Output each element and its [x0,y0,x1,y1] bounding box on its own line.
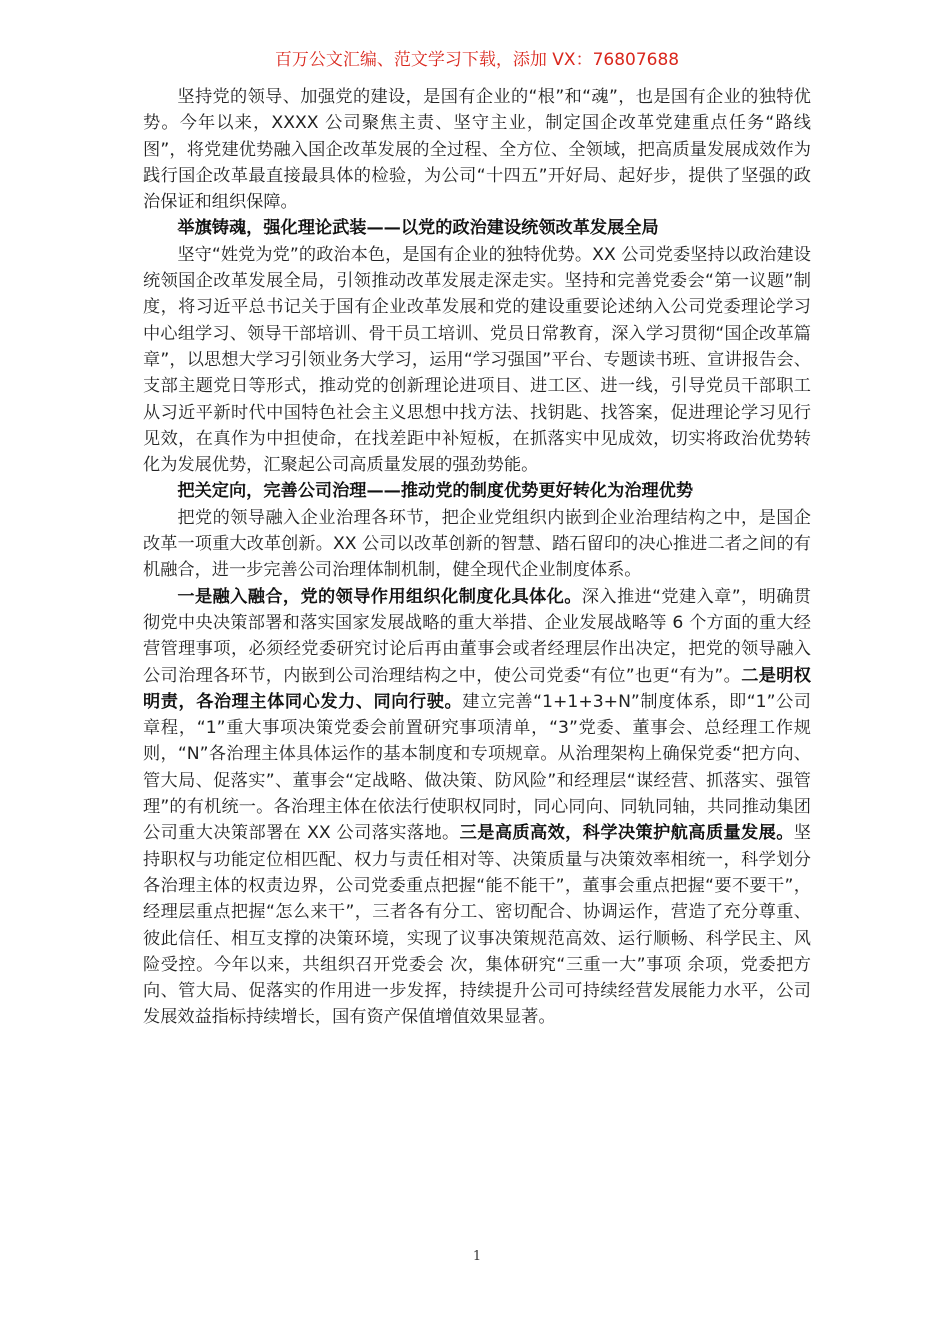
point-two-heading: 二是明权明责，各治理主体同心发力、同向行驶。 [143,665,811,712]
point-one-text: 深入推进“党建入章”，明确贯彻党中央决策部署和落实国家发展战略的重大举措、企业发展战略等 6 个方面的重大经营管理事项，必须经党委研究讨论后再由董事会或者经理层作出决定，把党的领导融入公司治理各环节，内嵌到公司治理结构之中，使公司党委“有位”也更“有为”。 [143,586,811,686]
point-two-text: 建立完善“1+1+3+N”制度体系，即“1”公司章程，“1”重大事项决策党委会前置研究事项清单，“3”党委、董事会、总经理工作规则，“N”各治理主体具体运作的基本制度和专项规章。从治理架构上确保党委“把方向、管大局、促落实”、董事会“定战略、做决策、防风险”和经理层“谋经营、抓落实、强管理”的有机统一。各治理主体在依法行使职权同时，同心同向、同轨同轴，共同推动集团公司重大决策部署在 XX 公司落实落地。 [143,691,811,844]
point-three-heading: 三是高质高效，科学决策护航高质量发展。 [459,823,794,844]
document-body [143,84,811,1031]
paragraph-intro: 坚持党的领导、加强党的建设，是国有企业的“根”和“魂”，也是国有企业的独特优势。今年以来，XXXX 公司聚焦主责、坚守主业，制定国企改革党建重点任务“路线图”，将党建优势融入国企改革发展的全过程、全方位、全领域，把高质量发展成效作为践行国企改革最直接最具体的检验，为公司“十四五”开好局、起好步，提供了坚强的政治保证和组织保障。 [143,87,811,213]
paragraph-governance-intro: 把党的领导融入企业治理各环节，把企业党组织内嵌到企业治理结构之中，是国企改革一项重大改革创新。XX 公司以改革创新的智慧、踏石留印的决心推进二者之间的有机融合，进一步完善公司治理体制机制，健全现代企业制度体系。 [143,507,811,581]
section-heading-2: 把关定向，完善公司治理——推动党的制度优势更好转化为治理优势 [177,481,694,502]
paragraph-political-building: 坚守“姓党为党”的政治本色，是国有企业的独特优势。XX 公司党委坚持以政治建设统领国企改革发展全局，引领推动改革发展走深走实。坚持和完善党委会“第一议题”制度，将习近平总书记关于国有企业改革发展和党的建设重要论述纳入公司党委理论学习中心组学习、领导干部培训、骨干员工培训、党员日常教育，深入学习贯彻“国企改革篇章”，以思想大学习引领业务大学习，运用“学习强国”平台、专题读书班、宣讲报告会、支部主题党日等形式，推动党的创新理论进项目、进工区、进一线，引导党员干部职工从习近平新时代中国特色社会主义思想中找方法、找钥匙、找答案，促进理论学习见行见效，在真作为中担使命，在找差距中补短板，在抓落实中见成效，切实将政治优势转化为发展优势，汇聚起公司高质量发展的强劲势能。 [143,244,811,476]
paragraph-governance-details [143,584,811,1031]
point-three-text: 坚持职权与功能定位相匹配、权力与责任相对等、决策质量与决策效率相统一，科学划分各治理主体的权责边界，公司党委重点把握“能不能干”，董事会重点把握“要不要干”，经理层重点把握“怎么来干”，三者各有分工、密切配合、协调运作，营造了充分尊重、彼此信任、相互支撑的决策环境，实现了议事决策规范高效、运行顺畅、科学民主、风险受控。今年以来，共组织召开党委会 次，集体研究“三重一大”事项 余项，党委把方向、管大局、促落实的作用进一步发挥，持续提升公司可持续经营发展能力水平，公司发展效益指标持续增长，国有资产保值增值效果显著。 [143,823,811,1028]
point-one-heading: 一是融入融合，党的领导作用组织化制度化具体化。 [177,586,582,607]
page-number: 1 [472,1249,482,1264]
section-heading-1: 举旗铸魂，强化理论武装——以党的政治建设统领改革发展全局 [177,218,659,239]
page-header-promo: 百万公文汇编、范文学习下载，添加 VX：76807688 [274,50,680,70]
